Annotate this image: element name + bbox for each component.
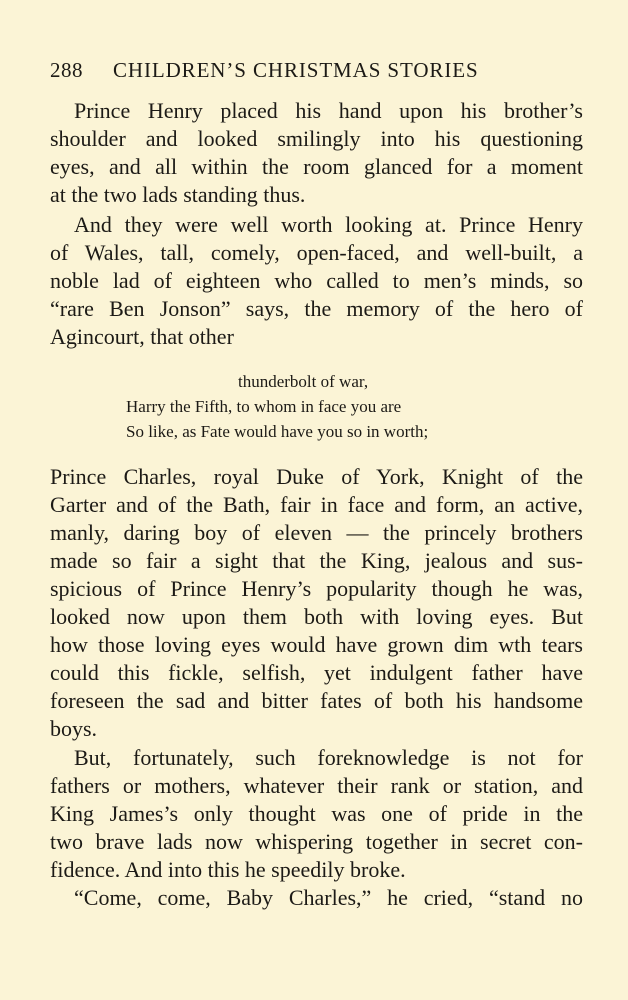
paragraph-1-line-3: eyes, and all within the room glanced for a moment [50,154,583,179]
paragraph-3-line-5: spicious of Prince Henry’s popularity though he was, [50,576,583,601]
paragraph-4-line-2: fathers or mothers, whatever their rank or station, and [50,773,583,798]
paragraph-2-line-4: “rare Ben Jonson” says, the memory of the hero of [50,296,583,321]
paragraph-4-line-4: two brave lads now whispering together in secret con- [50,829,583,854]
paragraph-4 [50,744,583,884]
poem-line-1: thunderbolt of war, [238,372,369,391]
paragraph-3-line-7: how those loving eyes would have grown dim wth tears [50,632,583,657]
paragraph-1-line-1: Prince Henry placed his hand upon his brother’s [74,98,583,123]
paragraph-4-line-1: But, fortunately, such foreknowledge is not for [74,745,583,770]
paragraph-2-line-2: of Wales, tall, comely, open-faced, and well-built, a [50,240,583,265]
paragraph-1-line-4: at the two lads standing thus. [50,182,306,207]
paragraph-1 [50,97,583,209]
paragraph-4-line-5: fidence. And into this he speedily broke. [50,857,406,882]
paragraph-3-line-10: boys. [50,716,98,741]
paragraph-3-line-9: foreseen the sad and bitter fates of both his handsome [50,688,583,713]
paragraph-4-line-3: King James’s only thought was one of pride in the [50,801,583,826]
paragraph-3 [50,463,583,743]
paragraph-1-line-2: shoulder and looked smilingly into his questioning [50,126,583,151]
paragraph-5 [50,884,583,912]
page-header [50,58,585,88]
paragraph-2-line-3: noble lad of eighteen who called to men’s minds, so [50,268,583,293]
poem-line-2: Harry the Fifth, to whom in face you are [126,397,402,416]
paragraph-3-line-8: could this fickle, selfish, yet indulgent father have [50,660,583,685]
paragraph-3-line-1: Prince Charles, royal Duke of York, Knight of the [50,464,583,489]
paragraph-3-line-2: Garter and of the Bath, fair in face and form, an active, [50,492,583,517]
paragraph-5-line-1: “Come, come, Baby Charles,” he cried, “stand no [74,885,583,910]
paragraph-3-line-4: made so fair a sight that the King, jealous and sus- [50,548,583,573]
page-number: 288 [50,58,83,82]
paragraph-2-line-5: Agincourt, that other [50,324,234,349]
paragraph-2-line-1: And they were well worth looking at. Prince Henry [74,212,583,237]
paragraph-3-line-6: looked now upon them both with loving eyes. But [50,604,583,629]
running-title: CHILDREN’S CHRISTMAS STORIES [113,58,479,82]
poem-line-3: So like, as Fate would have you so in worth; [126,422,429,441]
paragraph-2 [50,211,583,351]
poem-quotation [126,369,511,444]
paragraph-3-line-3: manly, daring boy of eleven — the princely brothers [50,520,583,545]
